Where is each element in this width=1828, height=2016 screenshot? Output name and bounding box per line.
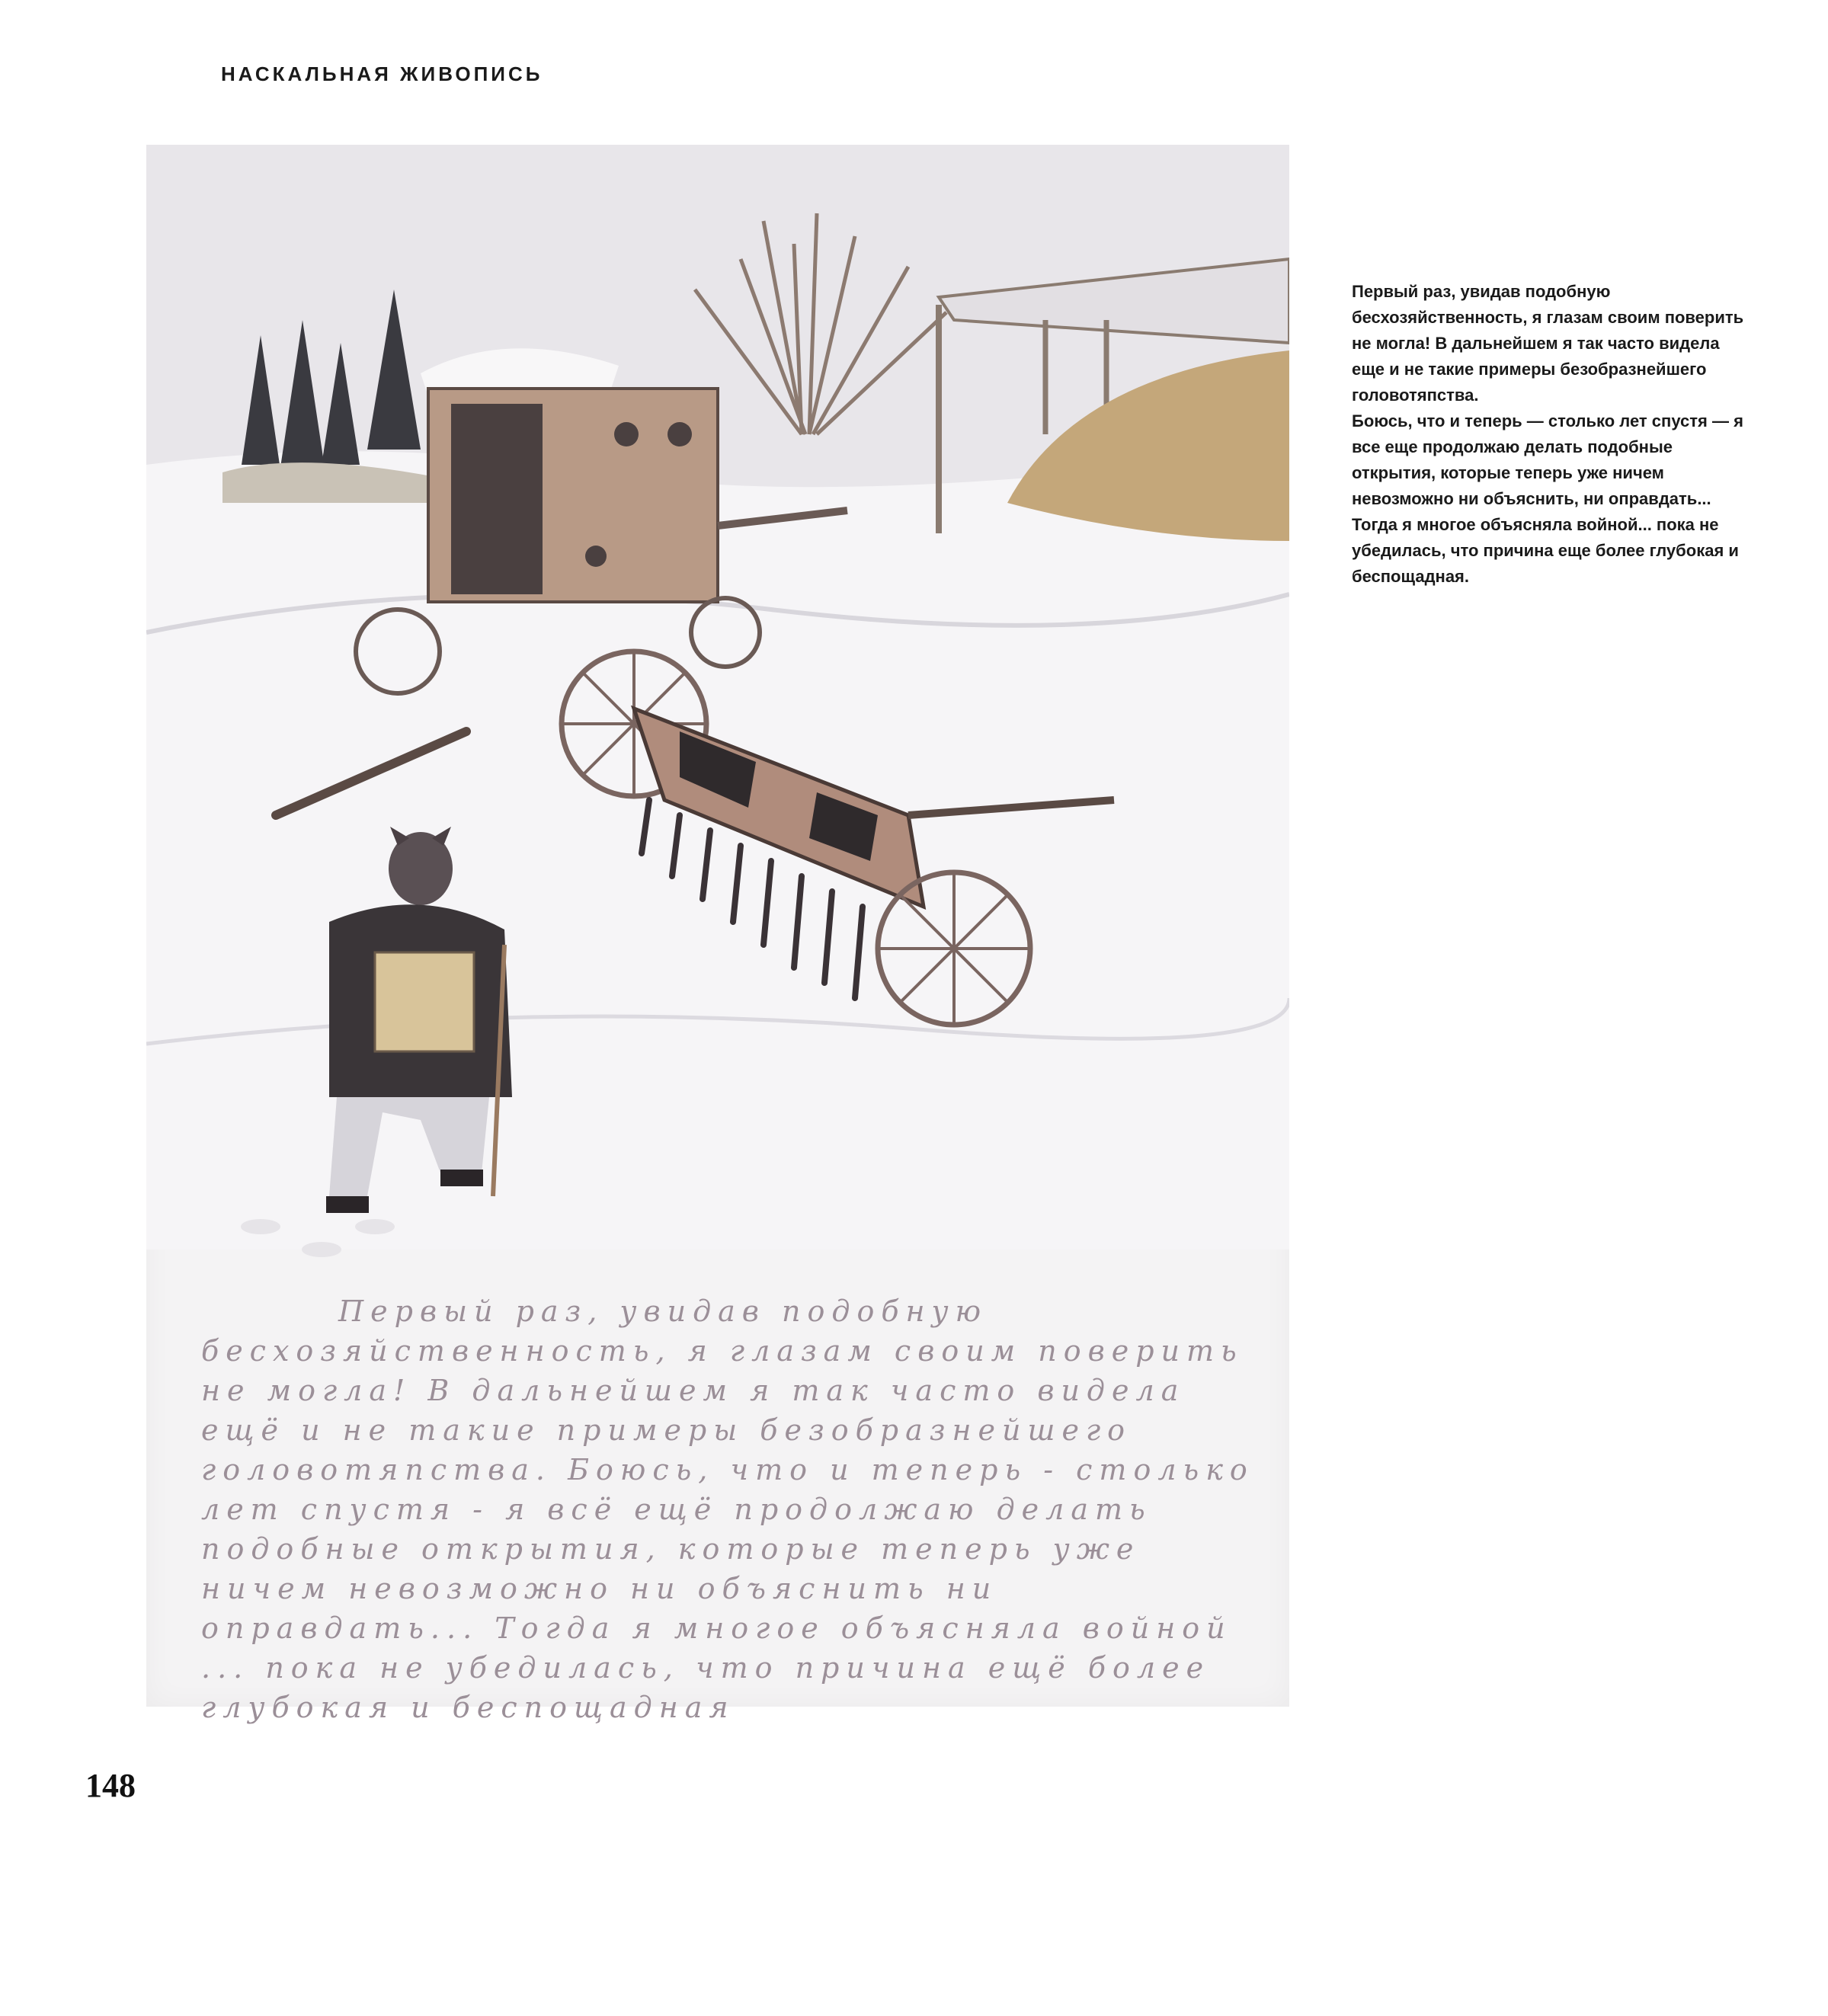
running-head: НАСКАЛЬНАЯ ЖИВОПИСЬ	[221, 62, 543, 85]
side-note-paragraph: Боюсь, что и теперь — столько лет спустя — я все еще продолжаю делать подобные открытия, которые теперь уже ничем невозможно ни объяснить, ни оправдать... Тогда я многое объясняла войной... пока не убедилась, что причина еще более глубокая и беспощадная.	[1352, 411, 1743, 586]
side-note-paragraph: Первый раз, увидав подобную бесхозяйственность, я глазам своим поверить не могла! В дальнейшем я так часто видела еще и не такие примеры безобразнейшего головотяпства.	[1352, 282, 1744, 405]
page-number: 148	[85, 1767, 136, 1804]
side-note	[1352, 279, 1748, 590]
illustration-plate	[146, 145, 1289, 1724]
handwritten-caption: Первый раз, увидав подобную бесхозяйственность, я глазам своим поверить не могла! В дальнейшем я так часто видела ещё и не такие примеры безобразнейшего головотяпства. Боюсь, что и теперь - столько лет спустя - я всё ещё продолжаю делать подобные открытия, которые теперь уже ничем невозможно ни объяснить ни оправдать... Тогда я многое объясняла войной ... пока не убедилась, что причина ещё более глубокая и беспощадная	[201, 1294, 1254, 1724]
